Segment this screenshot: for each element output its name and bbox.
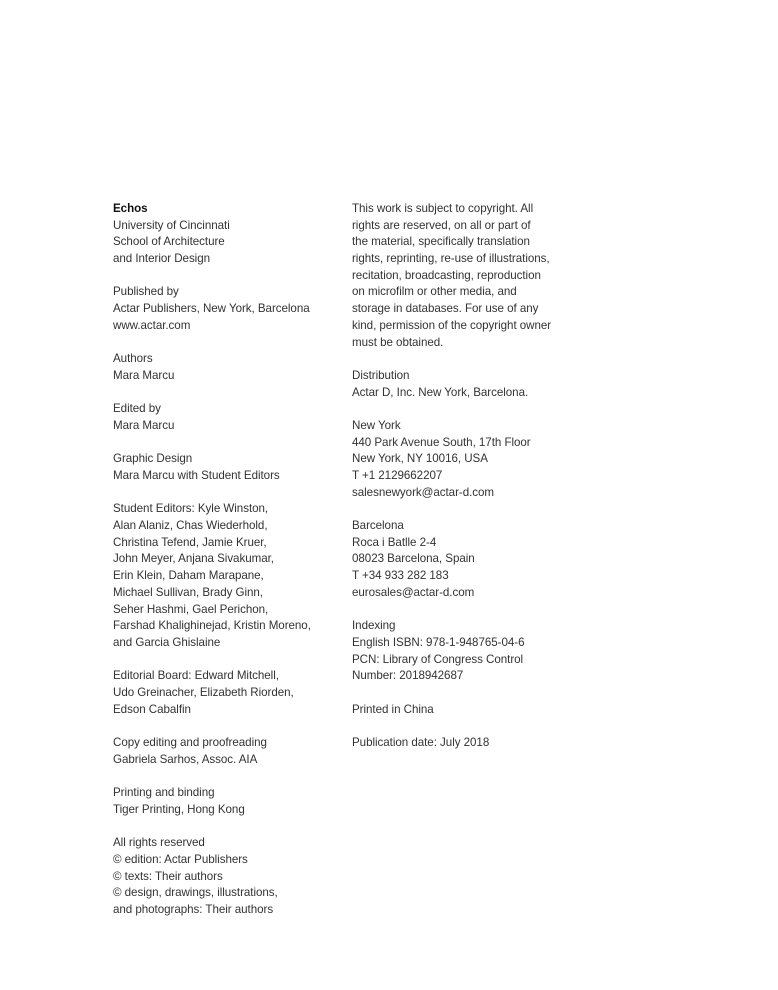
text-line: Farshad Khalighinejad, Kristin Moreno,: [113, 619, 311, 633]
text-line: Indexing: [352, 619, 396, 633]
text-line: and Interior Design: [113, 252, 211, 266]
publisher-block: [113, 284, 338, 334]
text-line: University of Cincinnati: [113, 218, 230, 232]
rights-block: [113, 835, 338, 918]
institution-block: [113, 218, 338, 268]
text-line: 08023 Barcelona, Spain: [352, 552, 475, 566]
text-line: School of Architecture: [113, 235, 225, 249]
text-line: New York, NY 10016, USA: [352, 452, 488, 466]
text-line: Distribution: [352, 368, 410, 382]
text-line: on microfilm or other media, and: [352, 285, 517, 299]
text-line: and photographs: Their authors: [113, 902, 274, 916]
graphic-design-block: [113, 451, 338, 484]
text-line: Printed in China: [352, 702, 434, 716]
text-line: Actar Publishers, New York, Barcelona: [113, 302, 310, 316]
text-line: © design, drawings, illustrations,: [113, 886, 278, 900]
text-line: Barcelona: [352, 519, 404, 533]
isbn: English ISBN: 978-1-948765-04-6: [352, 635, 525, 649]
edited-block: [113, 401, 338, 434]
editorial-board-block: [113, 668, 338, 718]
text-line: © edition: Actar Publishers: [113, 852, 248, 866]
text-line: John Meyer, Anjana Sivakumar,: [113, 552, 274, 566]
text-line: Authors: [113, 352, 153, 366]
text-line: Edson Cabalfin: [113, 702, 191, 716]
text-line: recitation, broadcasting, reproduction: [352, 268, 541, 282]
text-line: Published by: [113, 285, 179, 299]
pcn-number: Number: 2018942687: [352, 669, 464, 683]
phone-number: T +34 933 282 183: [352, 569, 449, 583]
text-line: This work is subject to copyright. All: [352, 202, 534, 215]
publisher-website: www.actar.com: [113, 318, 191, 332]
text-line: Copy editing and proofreading: [113, 736, 267, 749]
phone-number: T +1 2129662207: [352, 469, 443, 482]
indexing-block: [352, 618, 567, 685]
text-line: Alan Alaniz, Chas Wiederhold,: [113, 519, 268, 533]
book-title: Echos: [113, 202, 148, 215]
text-line: Graphic Design: [113, 452, 193, 466]
new-york-office: [352, 418, 567, 501]
right-column: [352, 201, 567, 752]
text-line: must be obtained.: [352, 335, 444, 349]
email-address: salesnewyork@actar-d.com: [352, 485, 495, 499]
text-line: kind, permission of the copyright owner: [352, 318, 552, 332]
text-line: New York: [352, 418, 401, 432]
text-line: © texts: Their authors: [113, 869, 223, 883]
text-line: Publication date: July 2018: [352, 736, 490, 749]
authors-block: [113, 351, 338, 384]
text-line: Tiger Printing, Hong Kong: [113, 802, 245, 816]
distribution-block: [352, 368, 567, 401]
text-line: Actar D, Inc. New York, Barcelona.: [352, 385, 529, 399]
text-line: 440 Park Avenue South, 17th Floor: [352, 435, 531, 449]
student-editors-block: [113, 501, 338, 651]
text-line: Mara Marcu: [113, 368, 175, 382]
text-line: All rights reserved: [113, 836, 205, 850]
text-line: Edited by: [113, 402, 161, 416]
text-line: and Garcia Ghislaine: [113, 635, 221, 649]
text-line: rights, reprinting, re-use of illustrations,: [352, 252, 550, 266]
text-line: Seher Hashmi, Gael Perichon,: [113, 602, 269, 616]
text-line: Roca i Batlle 2-4: [352, 535, 437, 549]
text-line: Erin Klein, Daham Marapane,: [113, 569, 264, 583]
barcelona-office: [352, 518, 567, 601]
publication-date-block: [352, 735, 567, 752]
text-line: Udo Greinacher, Elizabeth Riorden,: [113, 685, 294, 699]
copyright-notice: [352, 201, 567, 351]
email-address: eurosales@actar-d.com: [352, 585, 475, 599]
text-line: storage in databases. For use of any: [352, 302, 539, 316]
text-line: Mara Marcu with Student Editors: [113, 469, 280, 482]
text-line: Editorial Board: Edward Mitchell,: [113, 669, 279, 683]
printed-block: [352, 702, 567, 719]
text-line: Gabriela Sarhos, Assoc. AIA: [113, 752, 258, 766]
text-line: Christina Tefend, Jamie Kruer,: [113, 535, 267, 549]
text-line: PCN: Library of Congress Control: [352, 652, 524, 666]
copy-editing-block: [113, 735, 338, 768]
text-line: Student Editors: Kyle Winston,: [113, 502, 269, 516]
text-line: Mara Marcu: [113, 418, 175, 432]
text-line: Printing and binding: [113, 786, 215, 800]
printing-block: [113, 785, 338, 818]
text-line: the material, specifically translation: [352, 235, 530, 249]
left-column: [113, 201, 338, 919]
text-line: Michael Sullivan, Brady Ginn,: [113, 585, 263, 599]
text-line: rights are reserved, on all or part of: [352, 218, 531, 232]
